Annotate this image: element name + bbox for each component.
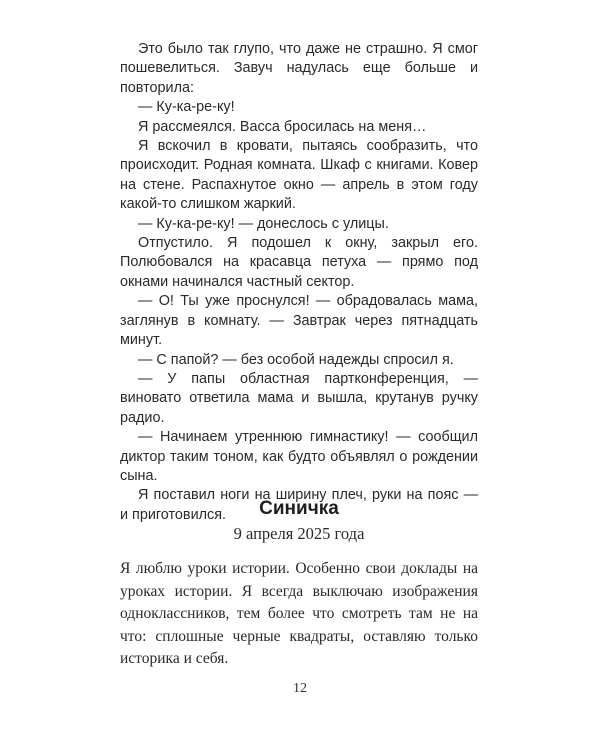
chapter-date: 9 апреля 2025 года — [233, 524, 365, 543]
story-text-previous — [120, 40, 478, 525]
paragraph: Я поставил ноги на ширину плеч, руки на пояс — и приготовился. — [120, 487, 478, 523]
paragraph: — Ку-ка-ре-ку! — [138, 99, 235, 116]
chapter-title: Синичка — [259, 498, 339, 519]
paragraph: Я люблю уроки истории. Особенно свои доклады на уроках истории. Я всегда выключаю изображения одноклассников, тем более что смотреть там не на что: сплошные черные квадраты, оставляю только историка и себя. — [120, 560, 478, 667]
paragraph: — С папой? — без особой надежды спросил я. — [138, 351, 454, 368]
paragraph: Отпустило. Я подошел к окну, закрыл его. Полюбовался на красавца петуха — прямо под окнами начинался частный сектор. — [120, 235, 478, 290]
paragraph: Я вскочил в кровати, пытаясь сообразить, что происходит. Родная комната. Шкаф с книгами. Ковер на стене. Распахнутое окно — апрель в этом году какой-то слишком жаркий. — [120, 138, 478, 213]
paragraph: — У папы областная партконференция, — виновато ответила мама и вышла, крутанув ручку радио. — [120, 370, 478, 426]
paragraph: — О! Ты уже проснулся! — обрадовалась мама, заглянув в комнату. — Завтрак через пятнадцать минут. — [120, 293, 478, 349]
story-text-chapter — [120, 558, 478, 671]
paragraph: Это было так глупо, что даже не страшно. Я смог пошевелиться. Завуч надулась еще больше и повторила: — [120, 41, 478, 96]
paragraph: Я рассмеялся. Васса бросилась на меня… — [138, 118, 427, 135]
paragraph: — Ку-ка-ре-ку! — донеслось с улицы. — [138, 215, 389, 232]
page-number: 12 — [293, 681, 307, 696]
paragraph: — Начинаем утреннюю гимнастику! — сообщил диктор таким тоном, как будто объявлял о рождении сына. — [120, 429, 478, 484]
